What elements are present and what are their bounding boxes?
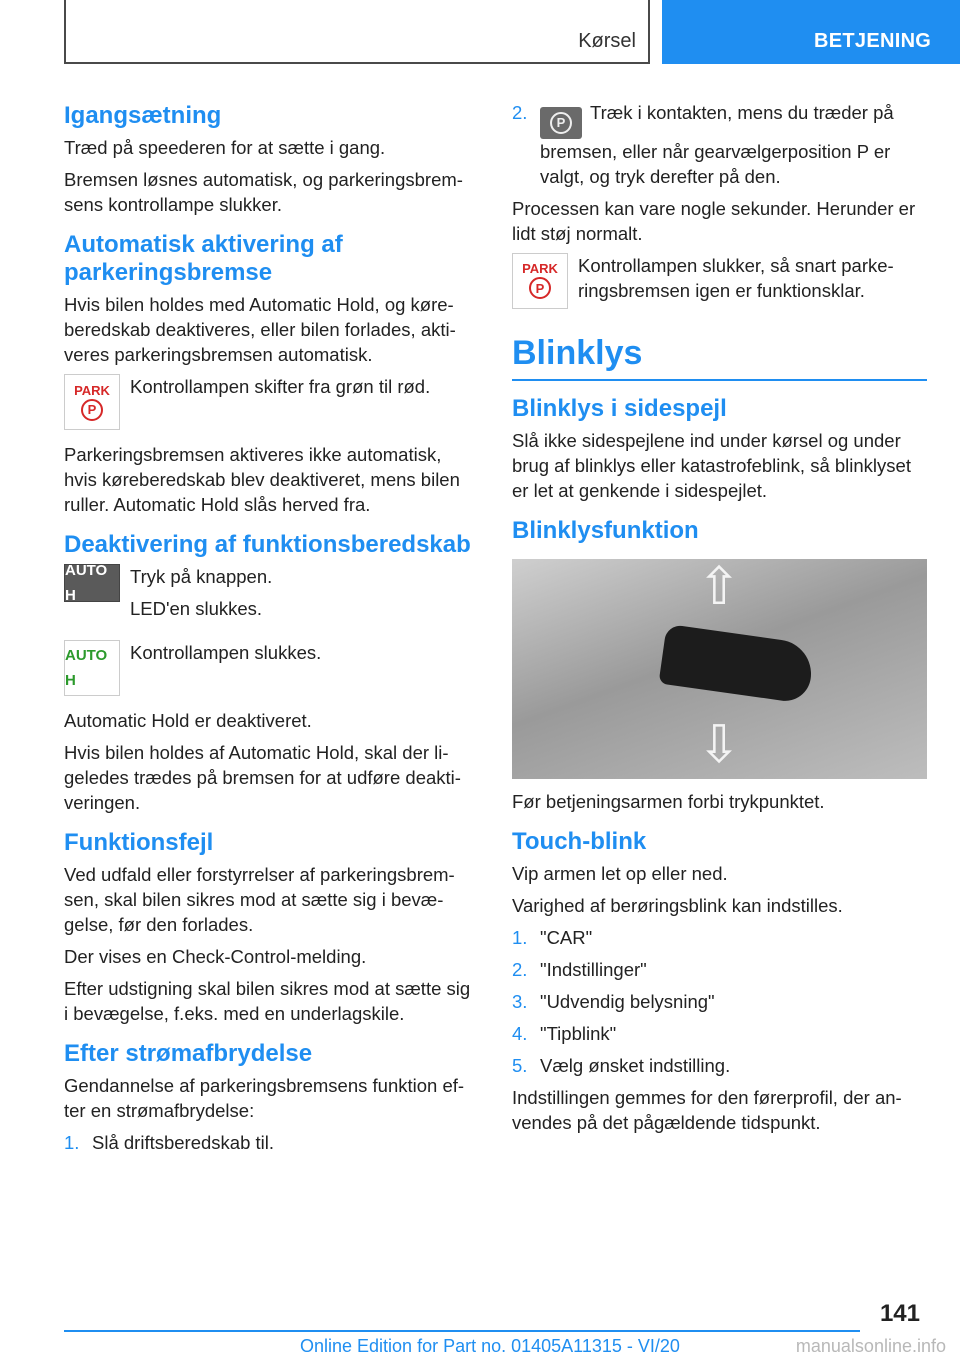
photo-caption: Før betjeningsarmen forbi trykpunktet. [512,790,825,812]
list-number: 2. [512,958,528,980]
indicator-text: Kontrollampen skifter fra grøn til rød. [130,376,431,397]
list-text: "Indstillinger" [540,958,647,980]
list-number: 4. [512,1022,528,1044]
header-section-label: Kørsel [578,30,636,52]
paragraph: Slå ikke sidespejlene ind under kørsel og under brug af blinklys eller katastrofeblink, så blinklyset er let at genkende i sidespejlet. [512,429,911,501]
right-column [512,100,927,1142]
park-icon-label: PARK [74,382,110,398]
paragraph: Vip armen let op eller ned. [512,862,728,884]
indicator-row [512,253,927,309]
list-number: 1. [512,926,528,948]
heading-igangsaetning: Igangsætning [64,102,222,129]
indicator-text: Kontrollampen slukker, så snart parke-ringsbremsen igen er funktionsklar. [578,254,894,301]
indicator-row [64,374,479,430]
auto-h-indicator-icon: AUTO H [64,640,120,696]
list-number: 2. [512,102,528,123]
paragraph: Parkeringsbremsen aktiveres ikke automatisk, hvis køreberedskab blev deaktiveret, mens bilen ruller. Automatic Hold slås herved fra. [64,444,460,515]
button-row [64,564,479,628]
paragraph: Efter udstigning skal bilen sikres mod at sætte sig i bevægelse, f.eks. med en underlagskile. [64,978,471,1024]
list-item [512,1053,927,1078]
paragraph: Hvis bilen holdes med Automatic Hold, og køre-beredskab deaktiveres, eller bilen forlades, akti-veres parkeringsbremsen automatisk. [64,294,456,365]
arrow-down-icon: ⇩ [697,715,741,774]
indicator-row [64,640,479,696]
paragraph: Ved udfald eller forstyrrelser af parkeringsbrem-sen, skal bilen sikres mod at sætte sig i bevæ-gelse, før den forlades. [64,864,455,935]
turn-signal-stalk-photo [512,559,927,779]
list-number: 5. [512,1054,528,1076]
button-led-note: LED'en slukkes. [130,598,263,619]
watermark: manualsonline.info [795,1336,946,1356]
list-item [512,1021,927,1046]
park-brake-warning-icon [64,374,120,430]
park-brake-warning-icon [512,253,568,309]
list-text: "Tipblink" [540,1022,617,1044]
auto-h-button-icon: AUTO H [64,564,120,602]
list-item [512,925,927,950]
footer-edition: Online Edition for Part no. 01405A11315 - VI/20 [300,1336,680,1356]
list-number: 1. [64,1132,80,1153]
header-section-box [64,0,650,64]
heading-strømafbrydelse: Efter strømafbrydelse [64,1040,313,1067]
paragraph: Automatic Hold er deaktiveret. [64,710,312,731]
paragraph: Processen kan vare nogle sekunder. Herunder er lidt støj normalt. [512,197,916,244]
list-item [512,100,927,189]
p-circle-icon: P [550,112,572,134]
paragraph: Der vises en Check-Control-melding. [64,946,367,967]
paragraph: Bremsen løsnes automatisk, og parkeringsbrem-sens kontrollampe slukker. [64,169,463,215]
list-text: Træk i kontakten, mens du træder på bremsen, eller når gearvælgerposition P er valgt, og tryk derefter på den. [540,102,894,187]
header-chapter-tab [662,0,960,64]
p-circle-icon: P [81,399,103,421]
list-text: Vælg ønsket indstilling. [540,1054,731,1076]
list-text: "Udvendig belysning" [540,990,715,1012]
heading-funktionsfejl: Funktionsfejl [64,829,214,856]
paragraph: Indstillingen gemmes for den førerprofil, der an-vendes på det pågældende tidspunkt. [512,1086,902,1133]
paragraph: Gendannelse af parkeringsbremsens funktion ef-ter en strømafbrydelse: [64,1075,465,1121]
paragraph: Varighed af berøringsblink kan indstilles. [512,894,843,916]
heading-blinklys: Blinklys [512,333,927,381]
list-text: "CAR" [540,926,593,948]
heading-deaktivering: Deaktivering af funktionsberedskab [64,531,471,558]
button-instruction: Tryk på knappen. [130,566,273,587]
header-chapter-label: BETJENING [814,30,932,52]
heading-blinklys-sidespejl: Blinklys i sidespejl [512,394,727,422]
parking-brake-switch-icon [540,107,582,139]
page-number: 141 [879,1300,920,1327]
arrow-up-icon: ⇧ [697,558,741,616]
list-item [512,989,927,1014]
list-item [64,1130,479,1155]
paragraph: Træd på speederen for at sætte i gang. [64,137,386,158]
heading-touch-blink: Touch-blink [512,827,647,855]
heading-automatisk-aktivering: Automatisk aktivering af parkeringsbremse [64,231,343,286]
p-circle-icon: P [529,277,551,299]
park-icon-label: PARK [522,261,558,276]
heading-blinklysfunktion: Blinklysfunktion [512,516,699,544]
stalk-shape [659,623,816,703]
indicator-text: Kontrollampen slukkes. [130,642,322,663]
paragraph: Hvis bilen holdes af Automatic Hold, skal der li-geledes trædes på bremsen for at udføre deakti-veringen. [64,742,461,813]
list-item [512,957,927,982]
left-column [64,100,479,1162]
footer-divider [64,1330,860,1332]
list-number: 3. [512,990,528,1012]
list-text: Slå driftsberedskab til. [92,1132,275,1153]
